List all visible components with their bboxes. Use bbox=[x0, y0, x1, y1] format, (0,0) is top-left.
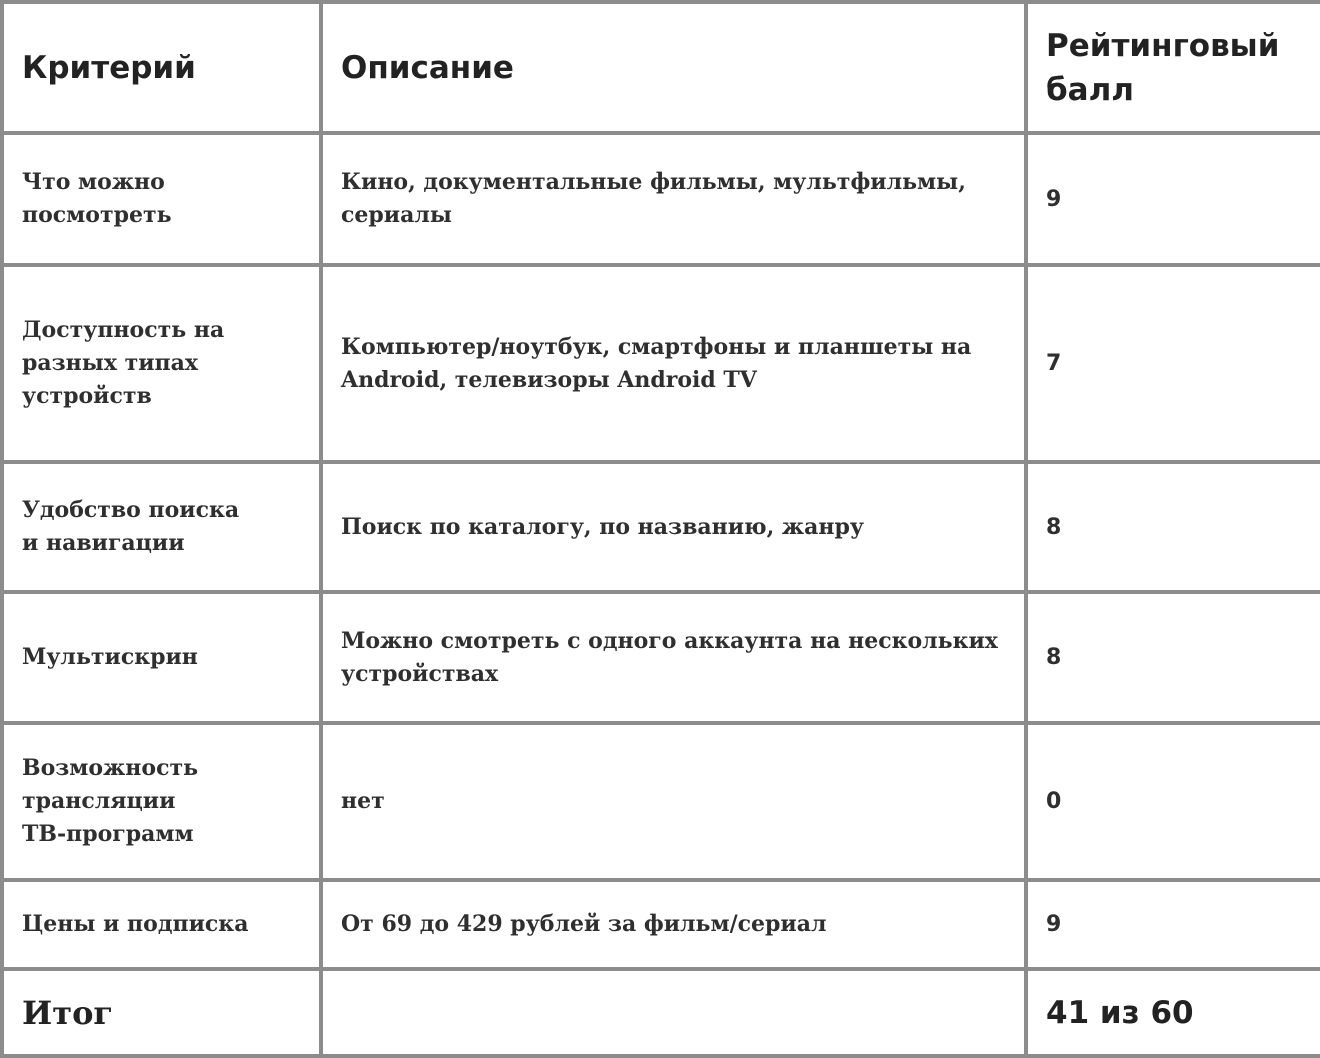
total-score: 41 из 60 bbox=[1026, 969, 1320, 1056]
score-cell: 9 bbox=[1026, 133, 1320, 265]
table-row bbox=[2, 133, 1320, 265]
score-cell: 9 bbox=[1026, 880, 1320, 969]
header-criterion: Критерий bbox=[2, 2, 321, 133]
description-cell: Поиск по каталогу, по названию, жанру bbox=[321, 462, 1026, 592]
table-header-row bbox=[2, 2, 1320, 133]
description-cell: От 69 до 429 рублей за фильм/сериал bbox=[321, 880, 1026, 969]
score-cell: 7 bbox=[1026, 265, 1320, 462]
criterion-cell: Удобство поиска и навигации bbox=[2, 462, 321, 592]
total-description bbox=[321, 969, 1026, 1056]
criterion-cell: Цены и подписка bbox=[2, 880, 321, 969]
description-cell: Кино, документальные фильмы, мультфильмы, сериалы bbox=[321, 133, 1026, 265]
table-row bbox=[2, 462, 1320, 592]
table-row bbox=[2, 723, 1320, 880]
table-row bbox=[2, 592, 1320, 723]
header-score: Рейтинговый балл bbox=[1026, 2, 1320, 133]
header-description: Описание bbox=[321, 2, 1026, 133]
description-cell: нет bbox=[321, 723, 1026, 880]
table-row bbox=[2, 265, 1320, 462]
score-cell: 8 bbox=[1026, 462, 1320, 592]
score-cell: 8 bbox=[1026, 592, 1320, 723]
criterion-cell: Мультискрин bbox=[2, 592, 321, 723]
total-row bbox=[2, 969, 1320, 1056]
criterion-cell: Возможность трансляции ТВ-программ bbox=[2, 723, 321, 880]
total-label: Итог bbox=[2, 969, 321, 1056]
table-row bbox=[2, 880, 1320, 969]
criterion-cell: Что можно посмотреть bbox=[2, 133, 321, 265]
description-cell: Можно смотреть с одного аккаунта на нескольких устройствах bbox=[321, 592, 1026, 723]
description-cell: Компьютер/ноутбук, смартфоны и планшеты на Android, телевизоры Android TV bbox=[321, 265, 1026, 462]
score-cell: 0 bbox=[1026, 723, 1320, 880]
criterion-cell: Доступность на разных типах устройств bbox=[2, 265, 321, 462]
